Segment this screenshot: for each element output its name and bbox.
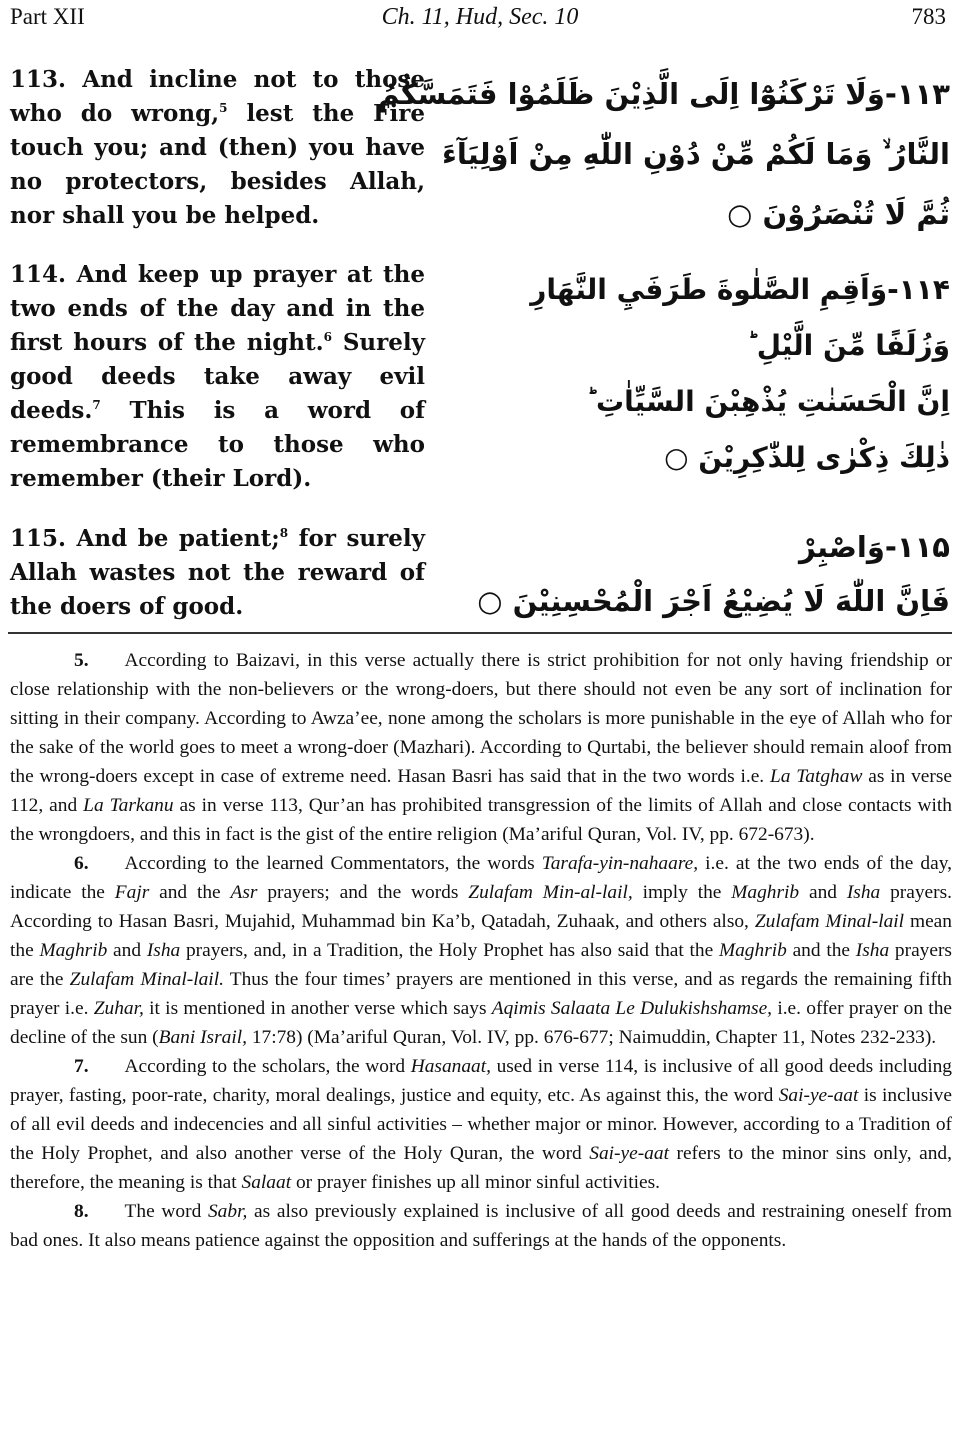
note-term: Maghrib [39, 940, 108, 961]
verse-line: touch you; and (then) you have [10, 134, 425, 161]
note-text: According to the learned Commentators, the words [124, 853, 542, 874]
page-number: 783 [911, 4, 946, 29]
note-text: as in verse 112, and [10, 766, 952, 816]
note-text: The word [124, 1201, 208, 1222]
note-text: prayers. According to Hasan Basri, Mujahid, Muhammad bin Ka’b, Qatadah, Zuhaak, and others also, [10, 882, 953, 932]
verse-line: 113. And incline not to those [10, 66, 425, 93]
verse-114-arabic [480, 262, 950, 486]
note-text: prayers; and the words [257, 882, 469, 903]
note-term: Sabr, [207, 1201, 248, 1222]
note-term: Bani Israil, [158, 1027, 247, 1048]
note-text: According to the scholars, the word [124, 1056, 411, 1077]
verse-line: good deeds take away evil [10, 363, 425, 390]
footnote-5 [10, 646, 952, 849]
verse-line [10, 522, 425, 556]
verse-line: the doers of good. [10, 593, 244, 620]
note-term: Maghrib [718, 940, 787, 961]
verse-text: 115. And be patient; [10, 525, 280, 552]
note-text: used in verse 114, is inclusive of all good deeds including prayer, fasting, poor-rate, charity, moral dealings, justice and equity, etc. As against this, the word [10, 1056, 952, 1106]
footnote-number: 8. [74, 1201, 89, 1222]
note-term: Salaat [241, 1172, 292, 1193]
part-label: Part XII [10, 4, 85, 29]
verse-text: Surely [332, 329, 425, 356]
verse-115-translation [10, 522, 425, 624]
note-term: Isha [846, 882, 881, 903]
note-text: and the [149, 882, 231, 903]
running-header [0, 2, 960, 36]
verse-line: remember (their Lord). [10, 465, 312, 492]
verse-115-arabic [477, 520, 950, 628]
footnote-ref-8: 8 [279, 526, 289, 540]
verse-113-translation [10, 63, 425, 233]
arabic-line: ذٰلِكَ ذِكْرٰى لِلذّٰكِرِيْنَ ○ [664, 441, 950, 474]
arabic-line: اِنَّ الْحَسَنٰتِ يُذْهِبْنَ السَّيِّاٰتِ ؕ [586, 385, 950, 418]
note-text: and [107, 940, 147, 961]
note-term: La Tarkanu [83, 795, 174, 816]
verse-text: first hours of the night. [10, 329, 324, 356]
arabic-line: النَّارُ ۙ وَمَا لَكُمْ مِّنْ دُوْنِ اللّٰهِ مِنْ اَوْلِيَآءَ [442, 137, 950, 171]
note-term: Maghrib [731, 882, 800, 903]
verse-line [10, 394, 425, 428]
arabic-line: فَاِنَّ اللّٰهَ لَا يُضِيْعُ اَجْرَ الْمُحْسِنِيْنَ ○ [477, 584, 950, 618]
verse-text: deeds. [10, 397, 93, 424]
note-text: refers to the minor sins only, and, therefore, the meaning is that [10, 1143, 952, 1193]
footnote-ref-5: 5 [219, 101, 228, 115]
footnote-6 [10, 849, 952, 1052]
note-term: Zuhar, [93, 998, 144, 1019]
verse-text: for surely [288, 525, 425, 552]
note-term: Aqimis Salaata Le Dulukishshamse, [491, 998, 773, 1019]
footnote-ref-7: 7 [92, 398, 101, 412]
note-text: imply the [632, 882, 732, 903]
chapter-title: Ch. 11, Hud, Sec. 10 [381, 4, 579, 30]
note-text: is inclusive of all evil deeds and indecencies and all sinful activities – whether major or minor. However, according to a Tradition of the Holy Prophet, and also another verse of the Holy Quran, the word [10, 1085, 952, 1164]
note-text: prayers are the [10, 940, 952, 990]
footnote-8 [10, 1197, 952, 1255]
arabic-line: ۱۱۵-وَاصْبِرْ [798, 530, 950, 564]
note-text: i.e. offer prayer on the decline of the sun ( [10, 998, 952, 1048]
verse-text: who do wrong, [10, 100, 220, 127]
note-term: La Tatghaw [769, 766, 863, 787]
verse-line: two ends of the day and in the [10, 295, 425, 322]
note-term: Zulafam Minal-lail [754, 911, 905, 932]
note-text: i.e. at the two ends of the day, indicate the [10, 853, 952, 903]
note-term: Asr [230, 882, 258, 903]
note-term: Fajr [114, 882, 150, 903]
verse-text: lest the Fire [227, 100, 425, 127]
note-text: mean the [10, 911, 952, 961]
note-text: as also previously explained is inclusive of all good deeds and restraining oneself from bad ones. It also means patience against the opposition and sufferings at the hands of the opponents. [10, 1201, 952, 1251]
verse-line: 114. And keep up prayer at the [10, 261, 425, 288]
verse-line: Allah wastes not the reward of [10, 559, 425, 586]
footnotes [10, 646, 952, 1255]
footnote-divider [8, 632, 952, 634]
footnote-number: 7. [74, 1056, 89, 1077]
note-text: Thus the four times’ prayers are mentioned in this verse, and as regards the remaining fifth prayer i.e. [10, 969, 952, 1019]
note-text: as in verse 113, Qur’an has prohibited transgression of the limits of Allah and close contacts with the wrongdoers, and this in fact is the gist of the entire religion (Ma’ariful Quran, Vol. IV, pp. 672-673). [10, 795, 953, 845]
verse-113-arabic [378, 64, 950, 244]
note-text: it is mentioned in another verse which says [143, 998, 492, 1019]
note-term: Zulafam Min-al-lail, [468, 882, 633, 903]
footnote-number: 5. [74, 650, 89, 671]
arabic-line: ۱۱۳-وَلَا تَرْكَنُوْٓا اِلَى الَّذِيْنَ ظَلَمُوْا فَتَمَسَّكُمُ [378, 77, 950, 111]
note-term: Sai-ye-aat [589, 1143, 669, 1164]
verse-text: This is a word of [100, 397, 425, 424]
footnote-number: 6. [74, 853, 89, 874]
footnote-7 [10, 1052, 952, 1197]
note-text: 17:78) (Ma’ariful Quran, Vol. IV, pp. 676-677; Naimuddin, Chapter 11, Notes 232-233). [246, 1027, 937, 1048]
verse-114-translation [10, 258, 425, 496]
note-text: According to Baizavi, in this verse actually there is strict prohibition for not only having friendship or close relationship with the non-believers or the wrong-doers, but there should not even be any sort of inclination for sitting in their company. According to Awza’ee, none among the scholars is more punishable in the eye of Allah who for the sake of the world goes to meet a wrong-doer (Mazhari). According to Qurtabi, the believer should remain aloof from the wrong-doers except in case of extreme need. Hasan Basri has said that in the two words i.e. [10, 650, 952, 787]
verse-line [10, 97, 425, 131]
note-text: or prayer finishes up all minor sinful activities. [291, 1172, 660, 1193]
note-text: and the [786, 940, 856, 961]
note-term: Sai-ye-aat [778, 1085, 859, 1106]
verse-line [10, 326, 425, 360]
verse-line: nor shall you be helped. [10, 202, 320, 229]
verse-line: no protectors, besides Allah, [10, 168, 425, 195]
arabic-line: ثُمَّ لَا تُنْصَرُوْنَ ○ [727, 197, 950, 231]
note-term: Zulafam Minal-lail. [69, 969, 224, 990]
note-term: Hasanaat, [410, 1056, 491, 1077]
note-text: and [799, 882, 847, 903]
verse-line: remembrance to those who [10, 431, 425, 458]
footnote-ref-6: 6 [323, 330, 332, 344]
note-term: Isha [146, 940, 181, 961]
note-term: Tarafa-yin-nahaare, [541, 853, 699, 874]
note-text: prayers, and, in a Tradition, the Holy Prophet has also said that the [180, 940, 719, 961]
note-term: Isha [855, 940, 890, 961]
arabic-line: ۱۱۴-وَاَقِمِ الصَّلٰوةَ طَرَفَيِ النَّهَارِ [530, 273, 950, 306]
arabic-line: وَزُلَفًا مِّنَ الَّيْلِ ؕ [746, 329, 950, 362]
